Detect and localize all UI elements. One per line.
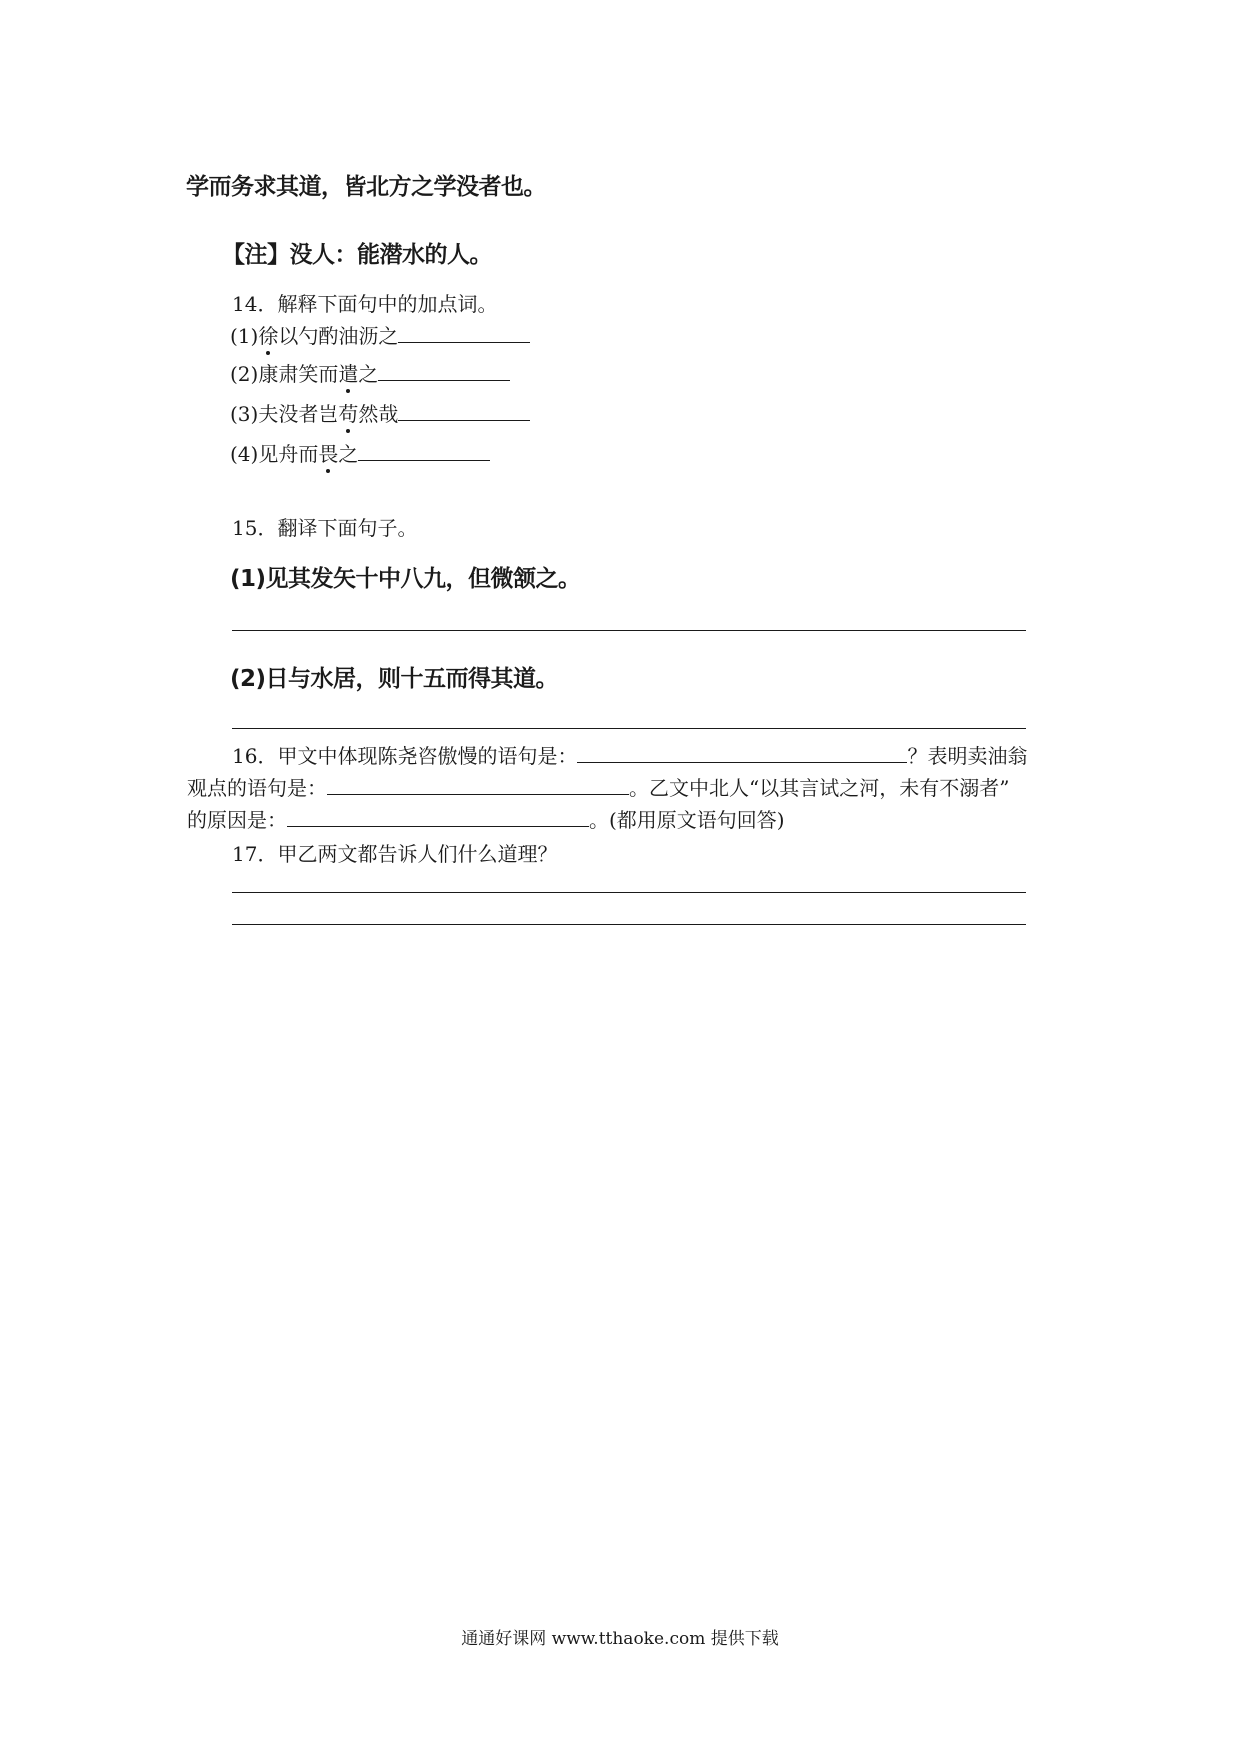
- answer-blank[interactable]: [358, 442, 490, 461]
- q14-item-3: (3)夫没者岂苟然哉: [230, 398, 530, 427]
- page-footer: 通通好课网 www.tthaoke.com 提供下载: [461, 1629, 779, 1649]
- note-bracket: 【注】: [222, 242, 290, 268]
- q14-item-number: (1): [230, 324, 259, 348]
- q16-line-1: 16．甲文中体现陈尧咨傲慢的语句是： ？表明卖油翁: [232, 744, 1028, 768]
- q17-answer-line-2[interactable]: [232, 924, 1026, 925]
- answer-blank[interactable]: [398, 324, 530, 343]
- q16-blank-3[interactable]: [287, 808, 589, 827]
- q14-item-number: (3): [230, 402, 259, 426]
- q17-title: 17．甲乙两文都告诉人们什么道理？: [232, 842, 558, 866]
- q14-item-1: (1)徐以勺酌油沥之: [230, 320, 530, 349]
- q15-title: 15．翻译下面句子。: [232, 516, 418, 540]
- note: [222, 236, 492, 269]
- dotted-word: 苟: [338, 398, 358, 427]
- q15-answer-line-2[interactable]: [232, 728, 1026, 729]
- dotted-word: 徐: [258, 320, 278, 349]
- q14-item-2: (2)康肃笑而遣之: [230, 358, 510, 387]
- q15-answer-line-1[interactable]: [232, 630, 1026, 631]
- q15-sentence-2: (2)日与水居，则十五而得其道。: [230, 666, 559, 692]
- q15-sentence-1: (1)见其发矢十中八九，但微颔之。: [230, 566, 581, 592]
- passage-end: 学而务求其道，皆北方之学没者也。: [186, 174, 546, 200]
- q16-line-2: 观点的语句是： 。乙文中北人“以其言试之河，未有不溺者”: [187, 776, 1010, 800]
- note-text: 没人：能潜水的人。: [289, 242, 492, 268]
- q16-line-3: 的原因是： 。(都用原文语句回答): [187, 808, 785, 832]
- q14-title: 14．解释下面句中的加点词。: [232, 292, 498, 316]
- dotted-word: 遣: [338, 358, 358, 387]
- q14-item-4: (4)见舟而畏之: [230, 438, 490, 467]
- q14-item-number: (2): [230, 362, 259, 386]
- answer-blank[interactable]: [378, 362, 510, 381]
- answer-blank[interactable]: [398, 402, 530, 421]
- q16-blank-1[interactable]: [577, 744, 907, 763]
- q14-item-number: (4): [230, 442, 259, 466]
- q17-answer-line-1[interactable]: [232, 892, 1026, 893]
- q16-blank-2[interactable]: [327, 776, 629, 795]
- dotted-word: 畏: [318, 438, 338, 467]
